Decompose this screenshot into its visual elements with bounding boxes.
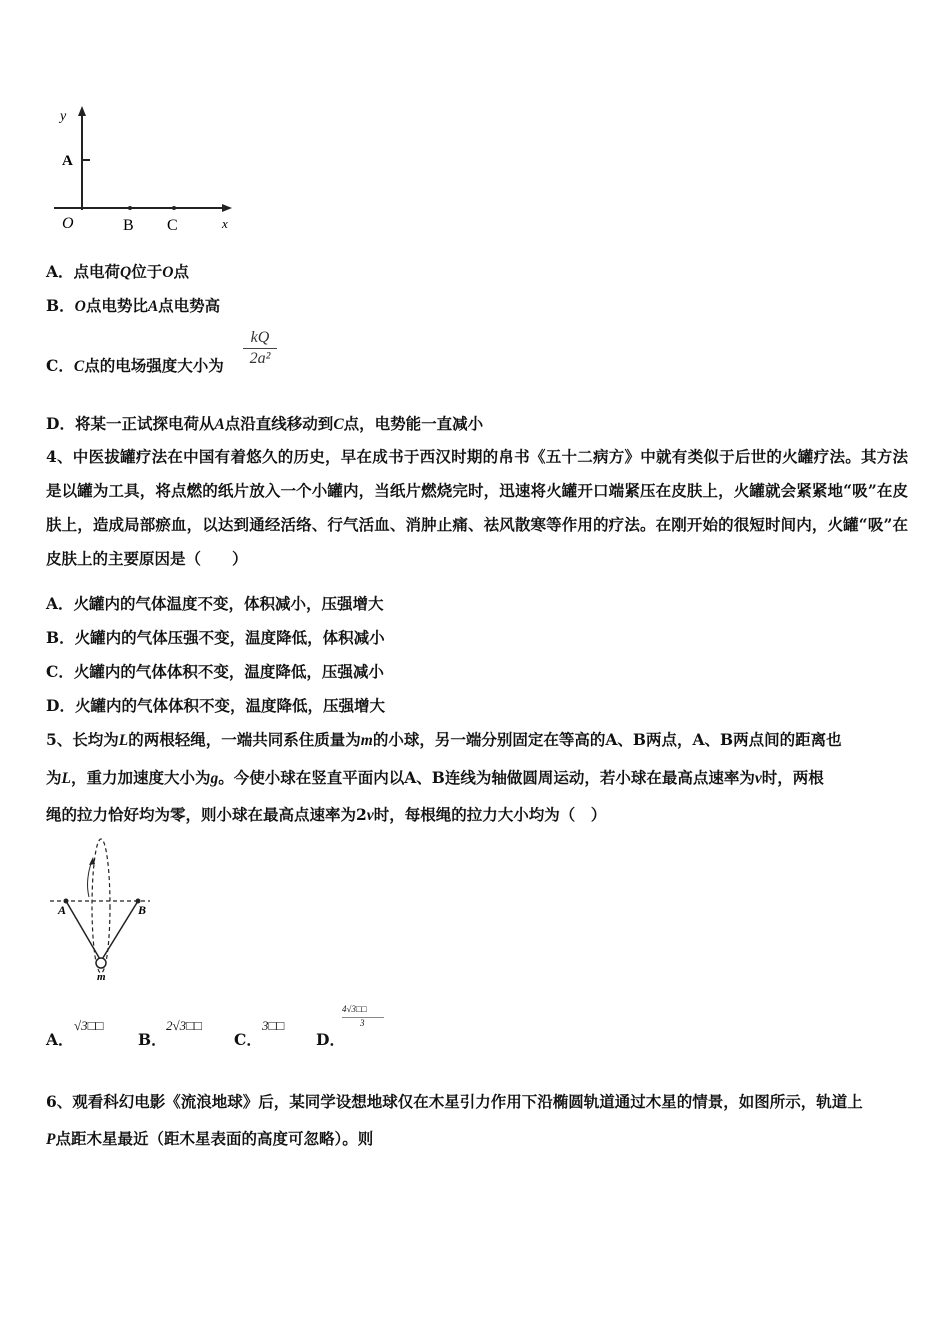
q3-option-a: A．点电荷Q位于O点	[46, 262, 189, 281]
fraction-bar	[243, 348, 277, 349]
fraction-numerator: kQ	[250, 329, 270, 346]
q5-stem-line3: 绳的拉力恰好均为零，则小球在最高点速率为2v时，每根绳的拉力大小均为（ ）	[46, 805, 607, 824]
q5-stem-line2: 为L，重力加速度大小为g。今使小球在竖直平面内以A、B连线为轴做圆周运动，若小球在最高点速率为v时，两根	[46, 768, 824, 787]
label-b: B	[138, 903, 147, 917]
label-a: A	[58, 903, 67, 917]
q3-option-b: B．O点电势比A点电势高	[46, 296, 221, 315]
q5-option-a-expr: √3□□	[74, 1018, 104, 1033]
y-label: y	[60, 109, 67, 124]
a-label: A	[62, 153, 73, 169]
point-c	[172, 206, 176, 210]
o-label: O	[62, 215, 74, 232]
c-label: C	[167, 217, 178, 234]
label-m: m	[97, 971, 106, 983]
q4-option-c: C．火罐内的气体体积不变，温度降低，压强减小	[46, 662, 384, 681]
q3-option-d: D．将某一正试探电荷从A点沿直线移动到C点，电势能一直减小	[46, 414, 484, 433]
q5-option-c-expr: 3□□	[262, 1018, 285, 1033]
x-label: x	[222, 216, 228, 231]
q5-option-a-label: A．	[46, 1030, 74, 1049]
q4-option-a: A．火罐内的气体温度不变，体积减小，压强增大	[46, 594, 384, 613]
q5-option-b-label: B．	[138, 1030, 167, 1049]
rope-b	[101, 901, 138, 961]
q6-stem-line1: 6、观看科幻电影《流浪地球》后，某同学设想地球仅在木星引力作用下沿椭圆轨道通过木星的情景，如图所示，轨道上	[46, 1092, 863, 1111]
y-axis-arrow	[78, 106, 86, 116]
rope-a	[66, 901, 101, 961]
q4-option-b: B．火罐内的气体压强不变，温度降低，体积减小	[46, 628, 385, 647]
fraction-denominator: 2a²	[249, 350, 271, 367]
q5-options	[46, 1004, 466, 1049]
q5-option-b-expr: 2√3□□	[166, 1018, 202, 1033]
pendulum-figure	[46, 835, 166, 985]
ball	[96, 958, 106, 968]
q6-stem-line2: P点距木星最近（距木星表面的高度可忽略）。则	[46, 1129, 374, 1148]
q5-option-c-label: C．	[234, 1030, 262, 1049]
q4-stem: 4、中医拔罐疗法在中国有着悠久的历史，早在成书于西汉时期的帛书《五十二病方》中就有类似于后世的火罐疗法。其方法是以罐为工具，将点燃的纸片放入一个小罐内，当纸片燃烧完时，迅速将火罐开口端紧压在皮肤上，火罐就会紧紧地“吸”在皮肤上，造成局部瘀血，以达到通经活络、行气活血、消肿止痛、祛风散寒等作用的疗法。在刚开始的很短时间内，火罐“吸”在皮肤上的主要原因是（ ）	[46, 447, 908, 568]
x-axis-arrow	[222, 204, 232, 212]
motion-arrow	[88, 861, 92, 897]
b-label: B	[123, 217, 134, 234]
q4-option-d: D．火罐内的气体体积不变，温度降低，压强增大	[46, 696, 385, 715]
q5-stem-line1: 5、长均为L的两根轻绳，一端共同系住质量为m的小球，另一端分别固定在等高的A、B两点，A、B两点间的距离也	[46, 730, 842, 749]
point-b	[128, 206, 132, 210]
q5-option-d-label: D．	[316, 1030, 345, 1049]
circular-path	[92, 839, 110, 973]
q3-option-c: C．C点的电场强度大小为	[46, 356, 224, 375]
q3-fraction	[243, 329, 277, 368]
q5-option-d-den: 3	[360, 1018, 365, 1028]
axes-figure	[50, 100, 250, 240]
q5-option-d-num: 4√3□□	[342, 1004, 367, 1014]
